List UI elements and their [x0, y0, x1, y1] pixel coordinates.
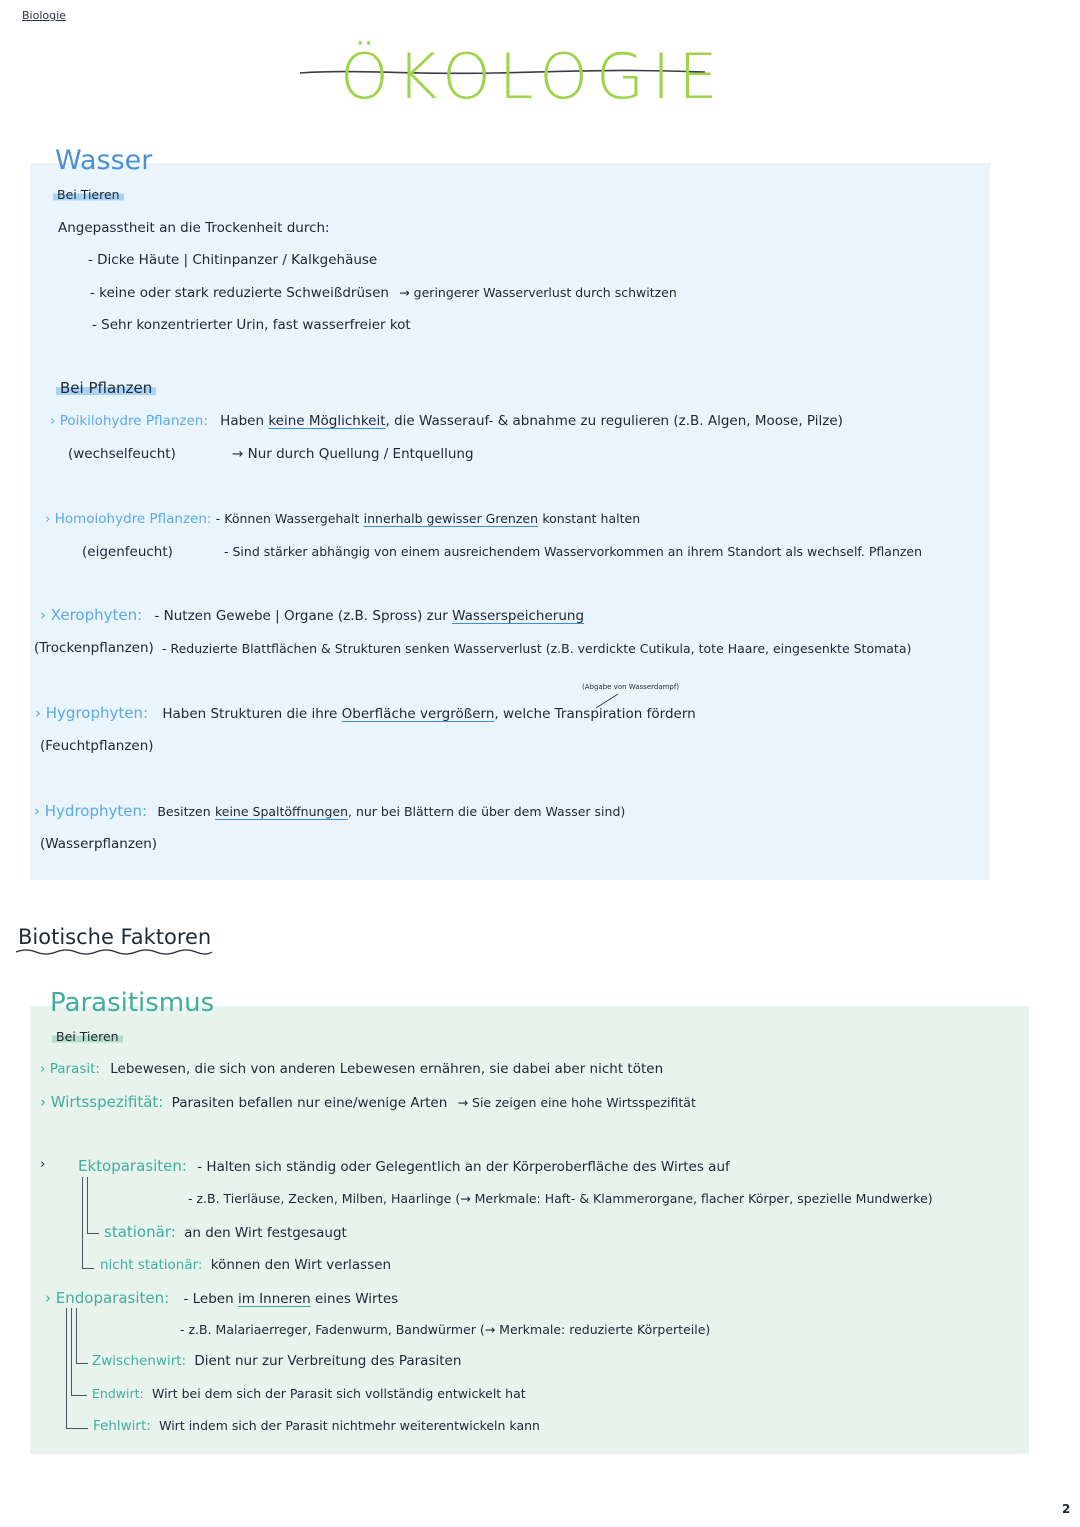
ekto-tree-line-2 [87, 1177, 88, 1234]
endo-zw-text: Dient nur zur Verbreitung des Parasiten [194, 1353, 462, 1369]
ekto-stat-term: stationär: [104, 1223, 176, 1241]
ekto-example: - z.B. Tierläuse, Zecken, Milben, Haarlinge (→ Merkmale: Haft- & Klammerorgane, flacher Körper, spezielle Mundwerke) [188, 1191, 933, 1206]
subject-label: Biologie [22, 9, 66, 22]
parasit-term: › Parasit: [40, 1061, 100, 1077]
endo-tree-line-2 [71, 1308, 72, 1396]
poikilo-term: › Poikilohydre Pflanzen: [50, 413, 208, 429]
endo-branch-end [71, 1395, 87, 1396]
poikilo-text-u: keine Möglichkeit [268, 413, 386, 429]
endo-end-term: Endwirt: [92, 1386, 144, 1401]
page-title: ÖKOLOGIE [340, 40, 726, 113]
ekto-nstat-term: nicht stationär: [100, 1257, 203, 1273]
tiere-item-2-text: - keine oder stark reduzierte Schweißdrüsen [90, 285, 389, 301]
xero-sub: (Trockenpflanzen) [34, 640, 154, 656]
endo-fehl-text: Wirt indem sich der Parasit nichtmehr weiterentwickeln kann [159, 1418, 540, 1433]
ekto-row [78, 1157, 730, 1175]
wirt-row [40, 1093, 696, 1111]
pflanzen-tag: Bei Pflanzen [56, 379, 156, 397]
endo-end-row [92, 1386, 526, 1402]
ekto-nstat-text: können den Wirt verlassen [210, 1257, 392, 1273]
endo-text-b: eines Wirtes [314, 1291, 399, 1307]
wasser-heading: Wasser [55, 145, 153, 176]
sweat-result: → geringerer Wasserverlust durch schwitzen [399, 285, 677, 300]
ekto-branch-nstat [82, 1268, 94, 1269]
hygro-text-u: Oberfläche vergrößern [341, 706, 495, 722]
homoio-sub: (eigenfeucht) [82, 544, 173, 560]
endo-branch-fehl [66, 1428, 88, 1429]
page-number: 2 [1062, 1502, 1071, 1516]
biotisch-heading: Biotische Faktoren [18, 925, 212, 949]
hydro-text-a: Besitzen [157, 804, 211, 819]
parasit-tiere-tag: Bei Tieren [52, 1029, 123, 1044]
hygro-annotation: (Abgabe von Wasserdampf) [582, 683, 680, 691]
hydro-row [34, 802, 625, 820]
homoio-text-a: - Können Wassergehalt [215, 511, 360, 526]
hydro-term: › Hydrophyten: [34, 802, 148, 820]
endo-tree-line-3 [76, 1308, 77, 1364]
endo-zw-row [92, 1353, 461, 1369]
ekto-tree-line [82, 1177, 83, 1269]
homoio-text2: - Sind stärker abhängig von einem ausreichendem Wasservorkommen an ihrem Standort als wechself. Pflanzen [224, 544, 923, 559]
homoio-text-u: innerhalb gewisser Grenzen [363, 511, 539, 526]
hydro-text-b: , nur bei Blättern die über dem Wasser sind) [348, 804, 626, 819]
wirt-term: › Wirtsspezifität: [40, 1093, 164, 1111]
ekto-bullet: › [40, 1156, 46, 1172]
parasit-row [40, 1061, 663, 1077]
tiere-item-3: - Sehr konzentrierter Urin, fast wasserfreier kot [92, 317, 411, 333]
xero-row [40, 606, 584, 624]
ekto-branch-stat [87, 1233, 99, 1234]
poikilo-row [50, 413, 843, 429]
endo-term: › Endoparasiten: [45, 1289, 170, 1307]
wirt-text: Parasiten befallen nur eine/wenige Arten [171, 1095, 448, 1111]
hydro-text-u: keine Spaltöffnungen [214, 804, 348, 819]
homoio-term: › Homoiohydre Pflanzen: [45, 511, 212, 527]
xero-text-a: - Nutzen Gewebe | Organe (z.B. Spross) zur [154, 608, 448, 624]
tiere-intro: Angepasstheit an die Trockenheit durch: [58, 220, 330, 236]
xero-text2: - Reduzierte Blattflächen & Strukturen senken Wasserverlust (z.B. verdickte Cutikula, tote Haare, eingesenkte Stomata) [162, 641, 912, 656]
hygro-row [35, 704, 696, 722]
biotisch-underline [14, 947, 214, 957]
endo-branch-zw [76, 1363, 88, 1364]
tiere-item-1: - Dicke Häute | Chitinpanzer / Kalkgehäuse [88, 252, 378, 268]
endo-fehl-row [93, 1418, 540, 1434]
poikilo-text-b: , die Wasserauf- & abnahme zu regulieren (z.B. Algen, Moose, Pilze) [385, 413, 843, 429]
tiere-tag: Bei Tieren [53, 187, 124, 202]
hygro-text-b: , welche Transpiration fördern [494, 706, 696, 722]
parasitismus-heading: Parasitismus [50, 988, 215, 1018]
endo-text-a: - Leben [183, 1291, 234, 1307]
homoio-row [45, 511, 640, 527]
ekto-nstat-row [100, 1257, 391, 1273]
ekto-stat-row [104, 1223, 347, 1241]
endo-zw-term: Zwischenwirt: [92, 1353, 187, 1369]
hygro-text-a: Haben Strukturen die ihre [162, 706, 338, 722]
endo-text-u: im Inneren [237, 1291, 311, 1307]
endo-tree-line-1 [66, 1308, 67, 1429]
endo-end-text: Wirt bei dem sich der Parasit sich vollständig entwickelt hat [152, 1386, 526, 1401]
xero-text-u: Wasserspeicherung [452, 608, 585, 624]
poikilo-note: → Nur durch Quellung / Entquellung [232, 446, 474, 462]
tiere-item-2 [90, 285, 677, 301]
hydro-sub: (Wasserpflanzen) [40, 836, 158, 852]
ekto-stat-text: an den Wirt festgesaugt [184, 1225, 347, 1241]
ekto-text: - Halten sich ständig oder Gelegentlich an der Körperoberfläche des Wirtes auf [197, 1159, 730, 1175]
poikilo-text-a: Haben [220, 413, 265, 429]
endo-row [45, 1289, 398, 1307]
endo-example: - z.B. Malariaerreger, Fadenwurm, Bandwürmer (→ Merkmale: reduzierte Körperteile) [180, 1322, 711, 1337]
hygro-term: › Hygrophyten: [35, 704, 149, 722]
parasit-text: Lebewesen, die sich von anderen Lebewesen ernähren, sie dabei aber nicht töten [110, 1061, 664, 1077]
xero-term: › Xerophyten: [40, 606, 143, 624]
wirt-result: → Sie zeigen eine hohe Wirtsspezifität [457, 1095, 696, 1110]
endo-fehl-term: Fehlwirt: [93, 1418, 151, 1434]
poikilo-sub: (wechselfeucht) [68, 446, 176, 462]
ekto-term: Ektoparasiten: [78, 1157, 187, 1175]
homoio-text-b: konstant halten [542, 511, 641, 526]
hygro-sub: (Feuchtpflanzen) [40, 738, 154, 754]
